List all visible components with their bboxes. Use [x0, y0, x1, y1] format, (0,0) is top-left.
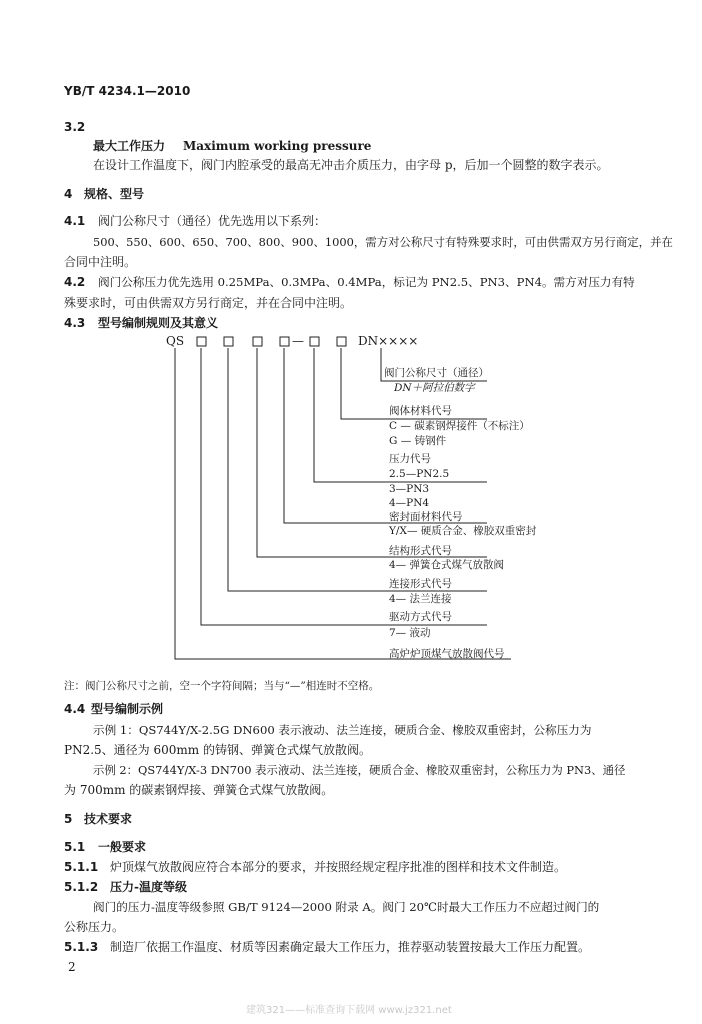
seal-code-box	[280, 337, 289, 346]
page-number: 2	[68, 960, 76, 974]
section-4-number: 4	[64, 187, 73, 201]
section-5-1-2-number: 5.1.2	[64, 880, 99, 894]
connection-label-1: 连接形式代号	[389, 578, 452, 590]
connection-code-box	[224, 337, 233, 346]
section-4-2-line1: 阀门公称压力优先选用 0.25MPa、0.3MPa、0.4MPa，标记为 PN2.5、PN3、PN4。需方对压力有特	[98, 275, 635, 289]
section-3-2-title-en: Maximum working pressure	[183, 139, 372, 153]
example-1-line2: PN2.5、通径为 600mm 的铸钢、弹簧仓式煤气放散阀。	[64, 743, 371, 757]
section-5-title: 技术要求	[84, 812, 133, 826]
section-5-1-2-line2: 公称压力。	[64, 920, 125, 934]
pressure-label-1: 压力代号	[389, 453, 431, 465]
diagram-note: 注：阀门公称尺寸之前，空一个字符间隔；当与“—”相连时不空格。	[64, 680, 380, 692]
structure-label-1: 结构形式代号	[389, 545, 452, 557]
watermark: 建筑321——标准查询下载网 www.jz321.net	[246, 1005, 452, 1016]
section-5-1-1-number: 5.1.1	[64, 860, 99, 874]
section-3-2-title-cn: 最大工作压力	[93, 139, 166, 153]
section-5-number: 5	[64, 812, 73, 826]
example-1-line1: 示例 1：QS744Y/X-2.5G DN600 表示液动、法兰连接，硬质合金、橡胶双重密封，公称压力为	[93, 723, 592, 737]
example-2-line2: 为 700mm 的碳素钢焊接、弹簧仓式煤气放散阀。	[64, 783, 334, 797]
material-code-box	[337, 337, 346, 346]
material-label-2: C — 碳素钢焊接件（不标注）	[389, 420, 530, 432]
pressure-label-2: 2.5—PN2.5	[389, 468, 450, 480]
section-4-1-line3: 合同中注明。	[64, 255, 137, 269]
seal-label-1: 密封面材料代号	[389, 511, 463, 523]
product-label: 高炉炉顶煤气放散阀代号	[389, 648, 505, 660]
section-4-2-number: 4.2	[64, 275, 86, 289]
drive-label-2: 7— 液动	[389, 627, 431, 639]
section-4-1-line2: 500、550、600、650、700、800、900、1000，需方对公称尺寸有特殊要求时，可由供需双方另行商定，并在	[93, 235, 673, 249]
dn-code: DN××××	[358, 334, 419, 348]
section-5-1-2-line1: 阀门的压力-温度等级参照 GB/T 9124—2000 附录 A。阀门 20℃时最大工作压力不应超过阀门的	[93, 900, 600, 914]
drive-label-1: 驱动方式代号	[389, 611, 452, 623]
section-4-3-title: 型号编制规则及其意义	[98, 316, 219, 330]
structure-code-box	[253, 337, 262, 346]
section-5-1-3-text: 制造厂依据工作温度、材质等因素确定最大工作压力，推荐驱动装置按最大工作压力配置。	[110, 940, 591, 954]
section-4-1-number: 4.1	[64, 214, 86, 228]
section-4-title: 规格、型号	[84, 187, 145, 201]
pressure-label-4: 4—PN4	[389, 497, 430, 509]
section-4-4-title: 型号编制示例	[91, 702, 164, 716]
section-3-2-number: 3.2	[64, 120, 86, 134]
example-2-line1: 示例 2：QS744Y/X-3 DN700 表示液动、法兰连接，硬质合金、橡胶双重密封，公称压力为 PN3、通径	[93, 763, 626, 777]
standard-number: YB/T 4234.1—2010	[64, 84, 191, 98]
pressure-label-3: 3—PN3	[389, 483, 430, 495]
section-4-3-number: 4.3	[64, 316, 86, 330]
pressure-code-box	[310, 337, 319, 346]
section-4-2-line2: 殊要求时，可由供需双方另行商定，并在合同中注明。	[64, 296, 353, 310]
structure-label-2: 4— 弹簧仓式煤气放散阀	[389, 559, 505, 571]
size-label-2: DN＋阿拉伯数字	[394, 382, 475, 394]
prefix-code: QS	[166, 334, 185, 348]
section-5-1-2-title: 压力-温度等级	[110, 880, 187, 894]
code-dash: —	[292, 334, 304, 348]
section-5-1-title: 一般要求	[98, 840, 147, 854]
section-3-2-text: 在设计工作温度下，阀门内腔承受的最高无冲击介质压力，由字母 p，后加一个圆整的数字表示。	[93, 158, 609, 172]
section-5-1-3-number: 5.1.3	[64, 940, 99, 954]
section-5-1-number: 5.1	[64, 840, 86, 854]
material-label-1: 阀体材料代号	[389, 405, 452, 417]
section-4-4-number: 4.4	[64, 702, 86, 716]
section-4-1-line1: 阀门公称尺寸（通径）优先选用以下系列：	[98, 214, 327, 228]
drive-code-box	[197, 337, 206, 346]
section-5-1-1-text: 炉顶煤气放散阀应符合本部分的要求，并按照经规定程序批准的图样和技术文件制造。	[110, 860, 567, 874]
size-label-1: 阀门公称尺寸（通径）	[384, 367, 489, 379]
material-label-3: G — 铸钢件	[389, 435, 447, 447]
seal-label-2: Y/X— 硬质合金、橡胶双重密封	[389, 525, 537, 537]
connection-label-2: 4— 法兰连接	[389, 593, 452, 605]
